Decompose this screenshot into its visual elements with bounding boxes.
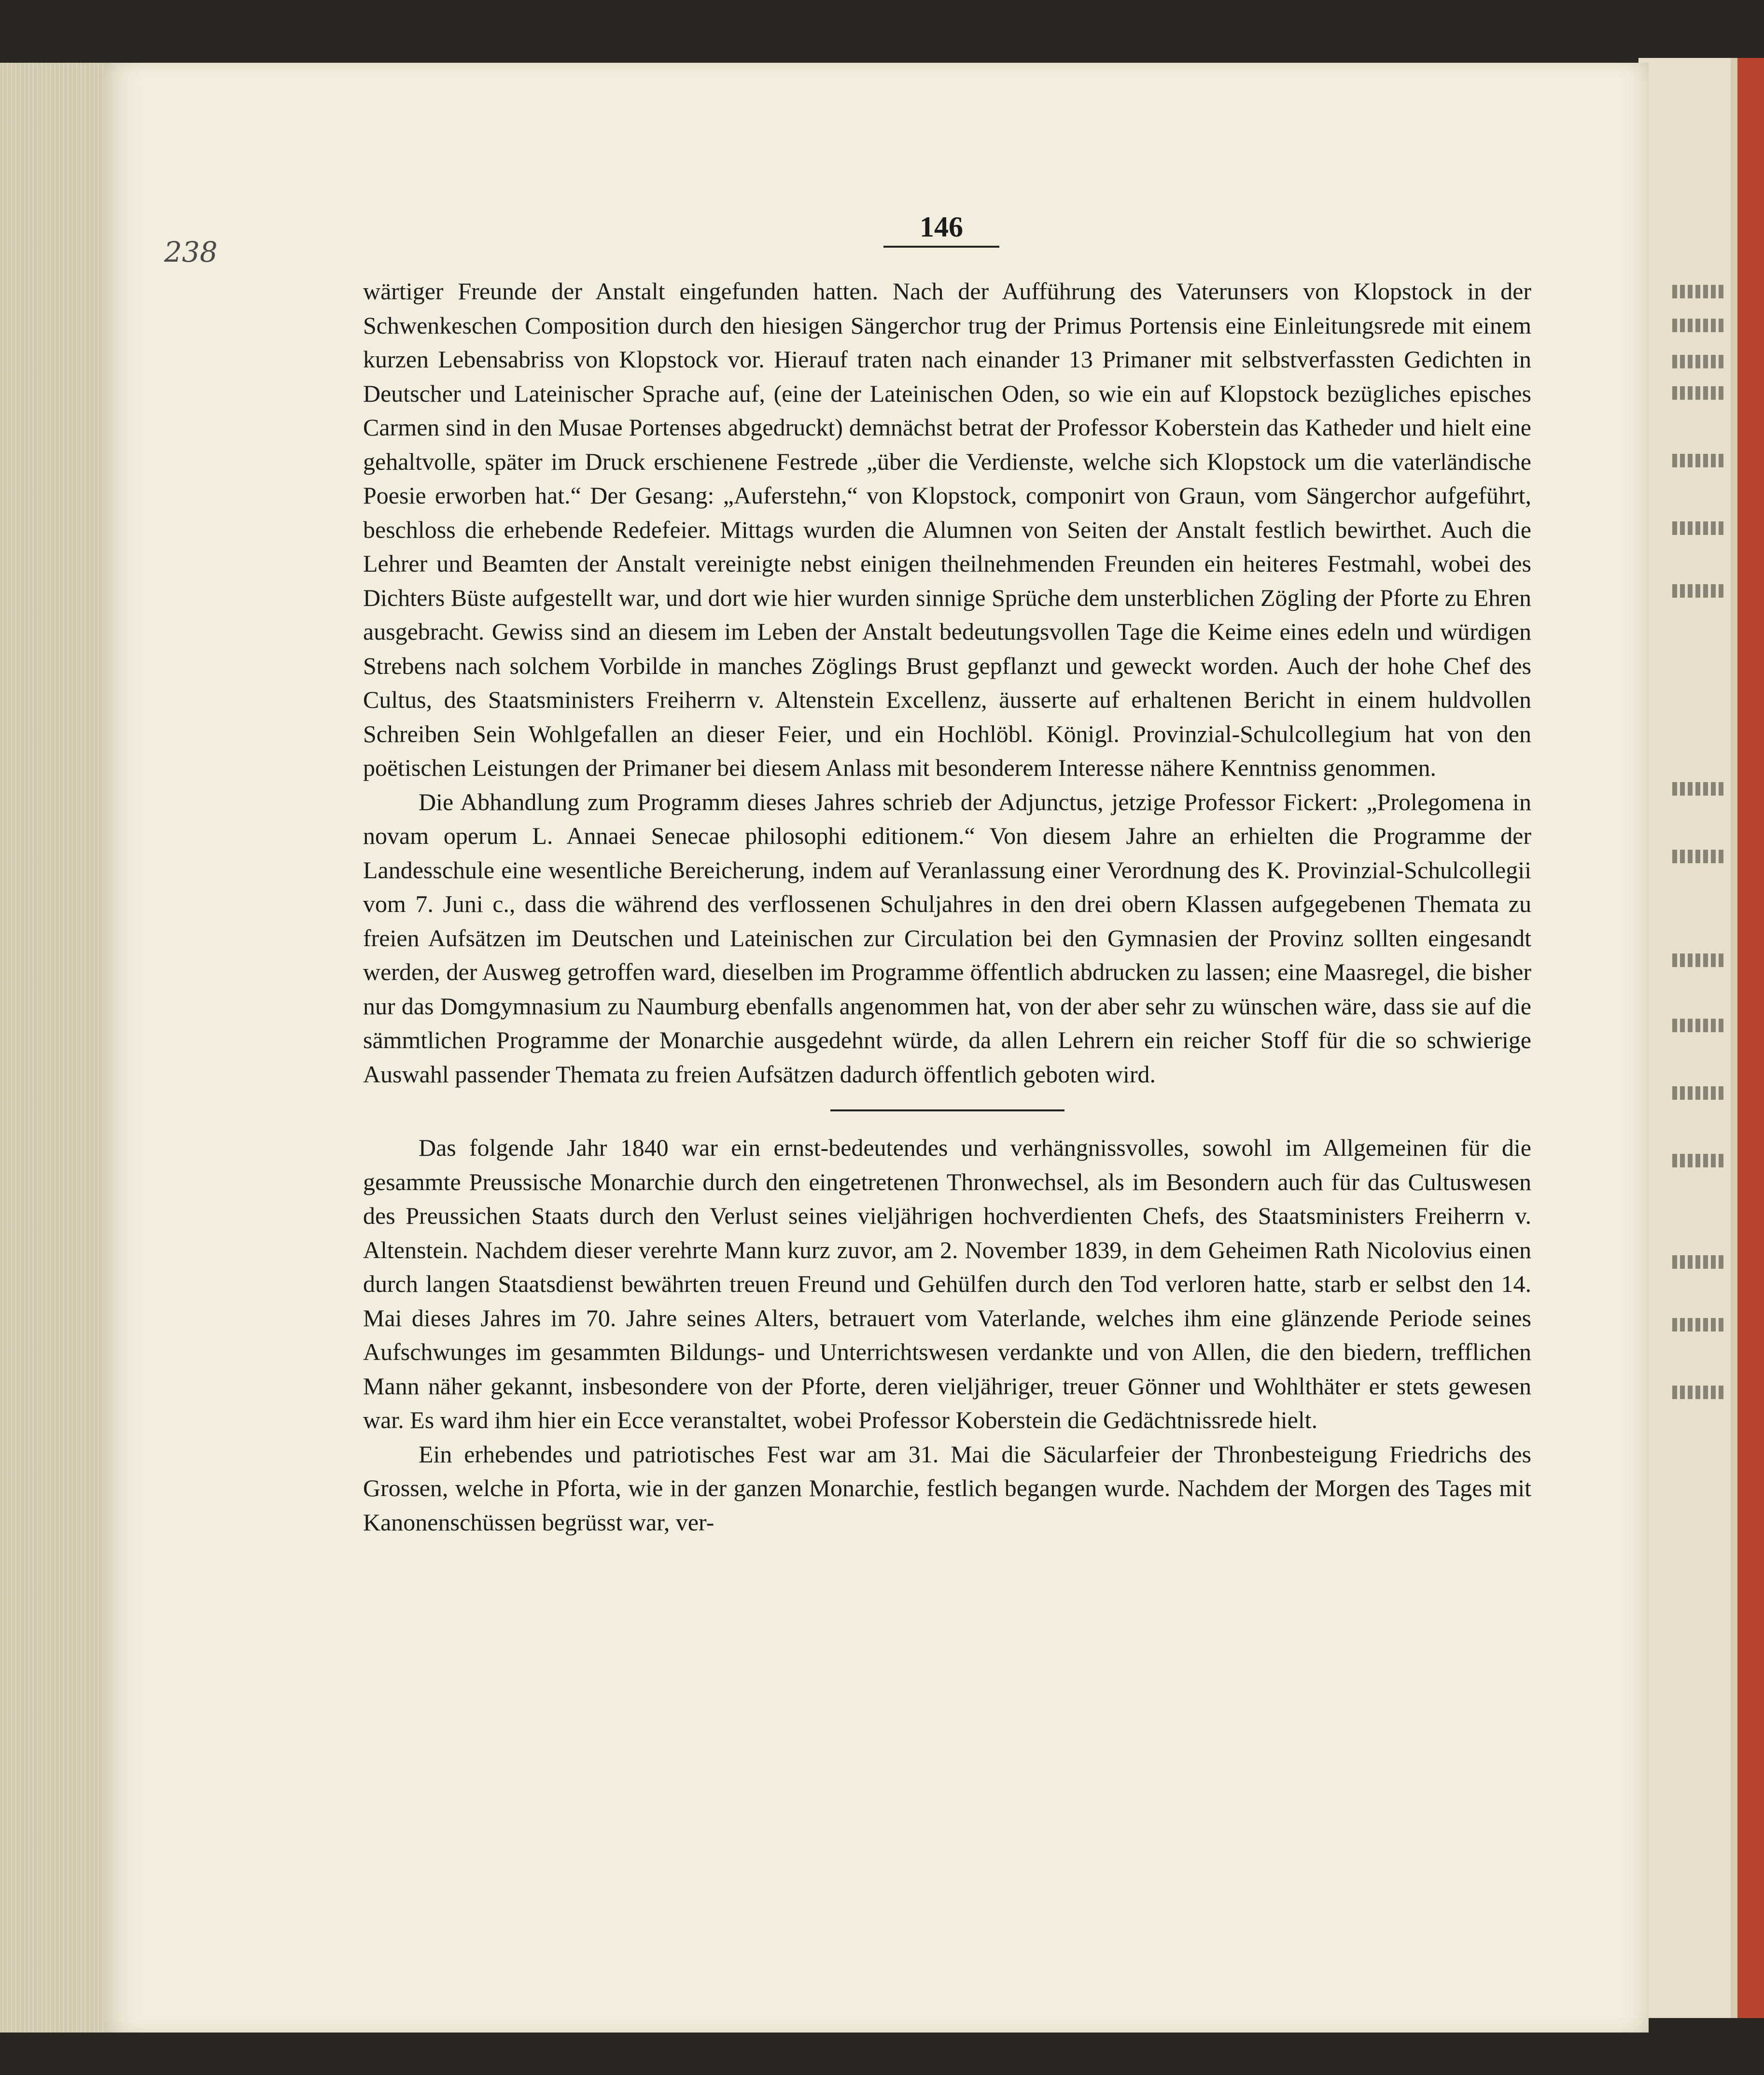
section-divider xyxy=(830,1109,1064,1111)
book-cover-edge xyxy=(1737,58,1764,2018)
bleed-through-mark xyxy=(1672,782,1725,796)
bleed-through-mark xyxy=(1672,1086,1725,1100)
left-page-edges xyxy=(0,63,112,2033)
page-number: 146 xyxy=(883,210,999,248)
bleed-through-mark xyxy=(1672,953,1725,967)
bleed-through-mark xyxy=(1672,521,1725,535)
paragraph: wärtiger Freunde der Anstalt eingefunden hatten. Nach der Aufführung des Vaterunsers von Klopstock in der Schwenkeschen Composition durch den hiesigen Sängerchor trug der Primus Portensis eine Einleitungsrede mit einem kurzen Lebensabriss von Klopstock vor. Hierauf traten nach einander 13 Primaner mit selbstverfassten Gedichten in Deutscher und Lateinischer Sprache auf, (eine der Lateinischen Oden, so wie ein auf Klopstock bezügliches episches Carmen sind in den Musae Portenses abgedruckt) demnächst betrat der Professor Koberstein das Katheder und hielt eine gehaltvolle, später im Druck erschienene Festrede „über die Verdienste, welche sich Klopstock um die vaterländische Poesie erworben hat.“ Der Gesang: „Auferstehn,“ von Klopstock, componirt von Graun, vom Sängerchor aufgeführt, beschloss die erhebende Redefeier. Mittags wurden die Alumnen von Seiten der Anstalt festlich bewirthet. Auch die Lehrer und Beamten der Anstalt vereinigte nebst einigen theilnehmenden Freunden ein heiteres Festmahl, wobei des Dichters Büste aufgestellt war, und dort wie hier wurden sinnige Sprüche dem unsterblichen Zögling der Pforte zu Ehren ausgebracht. Gewiss sind an diesem im Leben der Anstalt bedeutungsvollen Tage die Keime eines edeln und würdigen Strebens nach solchem Vorbilde in manches Zöglings Brust gepflanzt und geweckt worden. Auch der hohe Chef des Cultus, des Staatsministers Freiherrn v. Altenstein Excellenz, äusserte auf erhaltenen Bericht in einem huldvollen Schreiben Sein Wohlgefallen an dieser Feier, und ein Hochlöbl. Königl. Provinzial-Schulcollegium hat von den poëtischen Leistungen der Primaner bei diesem Anlass mit besonderem Interesse nähere Kenntniss genommen. xyxy=(363,278,1531,781)
handwritten-page-number: 238 xyxy=(164,236,218,268)
bleed-through-mark xyxy=(1672,584,1725,598)
page-body xyxy=(363,274,1531,1539)
paragraph: Das folgende Jahr 1840 war ein ernst-bedeutendes und verhängnissvolles, sowohl im Allgemeinen für die gesammte Preussische Monarchie durch den eingetretenen Thronwechsel, als im Besondern auch für das Cultuswesen des Preussichen Staats durch den Verlust seines vieljährigen hochverdienten Chefs, des Staatsministers Freiherrn v. Altenstein. Nachdem dieser verehrte Mann kurz zuvor, am 2. November 1839, in dem Geheimen Rath Nicolovius einen durch langen Staatsdienst bewährten treuen Freund und Gehülfen durch den Tod verloren hatte, starb er selbst den 14. Mai dieses Jahres im 70. Jahre seines Alters, betrauert vom Vaterlande, welches ihm eine glänzende Periode seines Aufschwunges im gesammten Bildungs- und Unterrichtswesen verdankte und von Allen, die den biedern, trefflichen Mann näher gekannt, insbesondere von der Pforte, deren vieljähriger, treuer Gönner und Wohlthäter er stets gewesen war. Es ward ihm hier ein Ecce veranstaltet, wobei Professor Koberstein die Gedächtnissrede hielt. xyxy=(363,1134,1531,1433)
bleed-through-mark xyxy=(1672,319,1725,332)
bleed-through-mark xyxy=(1672,1318,1725,1332)
paragraph: Die Abhandlung zum Programm dieses Jahres schrieb der Adjunctus, jetzige Professor Fickert: „Prolegomena in novam operum L. Annaei Senecae philosophi editionem.“ Von diesem Jahre an erhielten die Programme der Landesschule eine wesentliche Bereicherung, indem auf Veranlassung einer Verordnung des K. Provinzial-Schulcollegii vom 7. Juni c., dass die während des verflossenen Schuljahres in den drei obern Klassen aufgegebenen Themata zu freien Aufsätzen im Deutschen und Lateinischen zur Circulation bei den Gymnasien der Provinz sollten eingesandt werden, der Ausweg getroffen ward, dieselben im Programme öffentlich abdrucken zu lassen; eine Maasregel, die bisher nur das Domgymnasium zu Naumburg ebenfalls angenommen hat, von der aber sehr zu wünschen wäre, dass sie auf die sämmtlichen Programme der Monarchie ausgedehnt würde, da allen Lehrern ein reicher Stoff für die so schwierige Auswahl passender Themata zu freien Aufsätzen dadurch öffentlich geboten wird. xyxy=(363,788,1531,1088)
bleed-through-mark xyxy=(1672,386,1725,400)
bleed-through-mark xyxy=(1672,1154,1725,1167)
bleed-through-mark xyxy=(1672,1386,1725,1399)
bleed-through-mark xyxy=(1672,1019,1725,1032)
bleed-through-mark xyxy=(1672,355,1725,368)
paragraph: Ein erhebendes und patriotisches Fest war am 31. Mai die Säcularfeier der Thronbesteigung Friedrichs des Grossen, welche in Pforta, wie in der ganzen Monarchie, festlich begangen wurde. Nachdem der Morgen des Tages mit Kanonenschüssen begrüsst war, ver- xyxy=(363,1440,1531,1536)
bleed-through-mark xyxy=(1672,454,1725,467)
bleed-through-mark xyxy=(1672,850,1725,863)
bleed-through-mark xyxy=(1672,285,1725,298)
bleed-through-mark xyxy=(1672,1255,1725,1269)
right-page-edge xyxy=(1731,58,1737,2018)
